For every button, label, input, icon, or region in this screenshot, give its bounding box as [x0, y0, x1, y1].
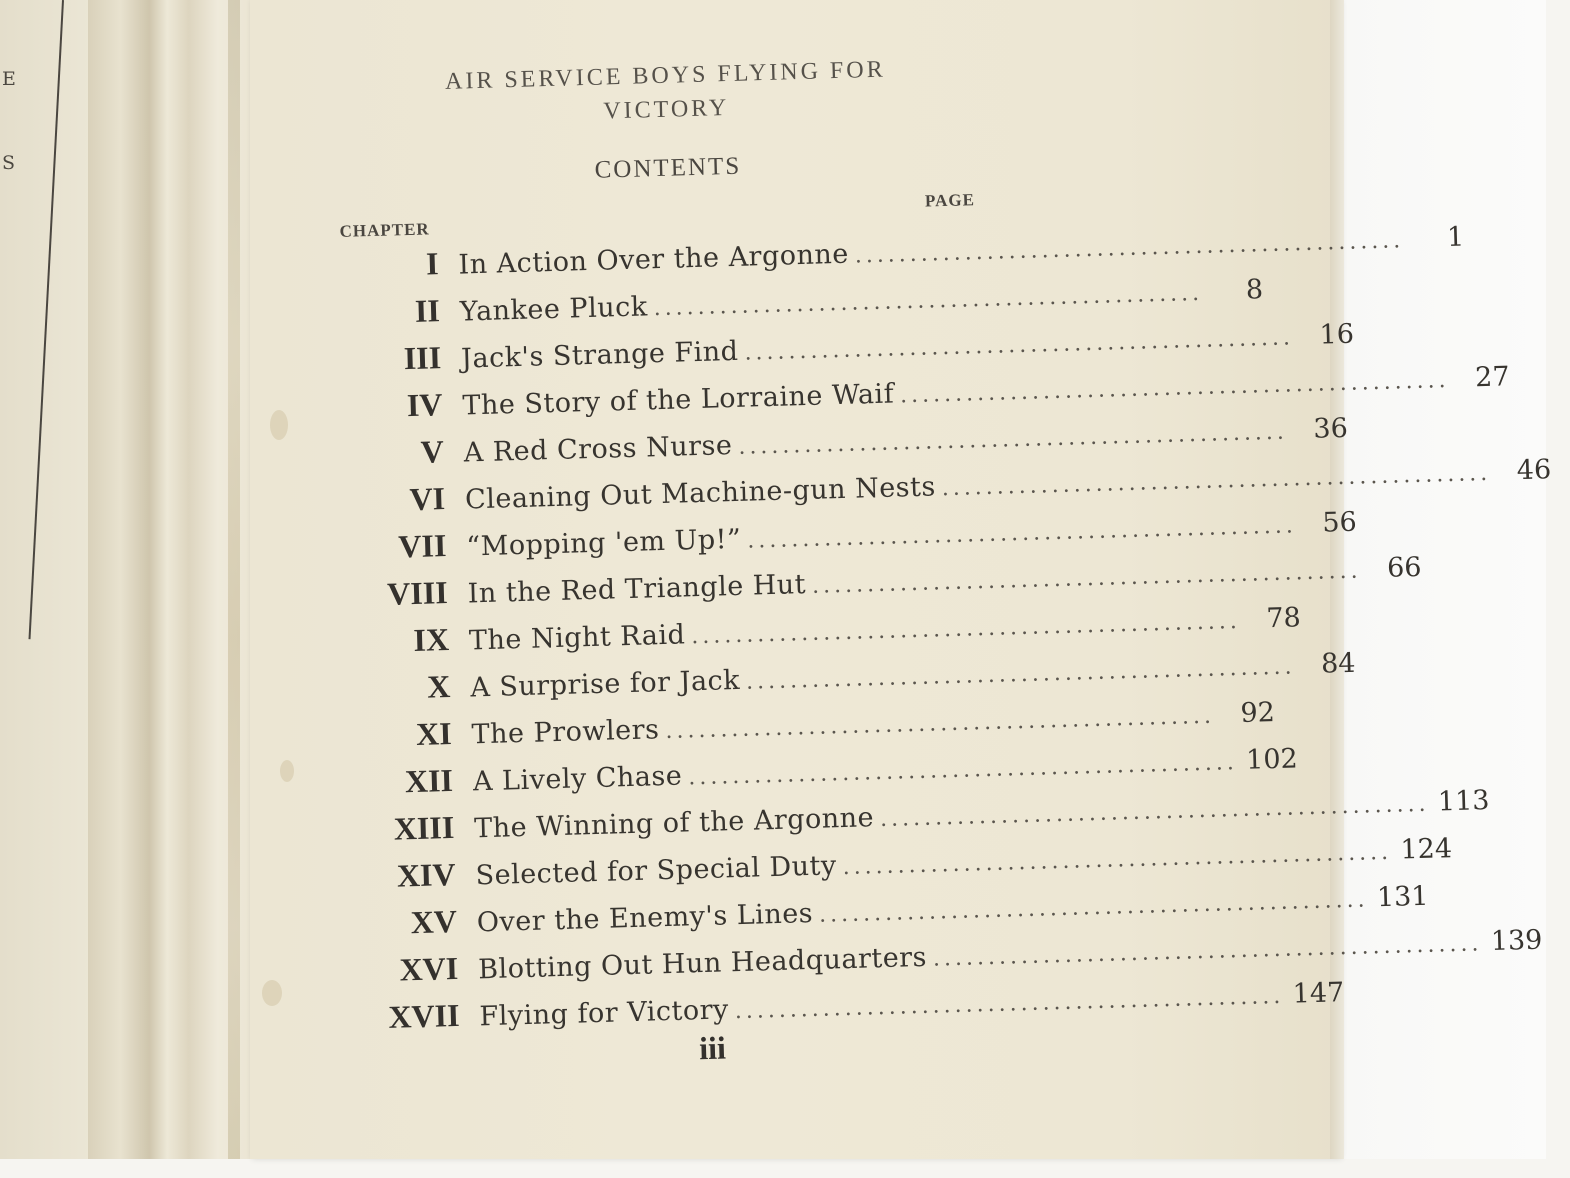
chapter-number: IX	[412, 621, 450, 659]
page-column-label: PAGE	[924, 190, 976, 211]
leader-dots: ..................................................	[899, 367, 1450, 409]
page-number: 139	[1490, 924, 1543, 958]
chapter-title: Yankee Pluck	[459, 291, 649, 328]
chapter-title: A Red Cross Nurse	[463, 430, 733, 469]
chapter-title: The Prowlers	[471, 714, 660, 751]
page-number: 131	[1376, 880, 1429, 914]
series-title-line: VICTORY	[603, 94, 730, 125]
leader-dots: ..................................................	[744, 325, 1295, 366]
chapter-number: X	[426, 668, 451, 705]
chapter-title: Blotting Out Hun Headquarters	[477, 941, 928, 986]
chapter-title: “Mopping 'em Up!”	[465, 523, 742, 563]
chapter-number: XVI	[399, 949, 459, 988]
series-title	[355, 50, 977, 135]
leader-dots: ..................................................	[932, 931, 1483, 972]
leader-dots: ..................................................	[941, 460, 1492, 502]
chapter-number: XII	[404, 761, 454, 800]
page-number: 147	[1292, 977, 1345, 1010]
chapter-number: II	[414, 292, 441, 329]
leader-dots: ..................................................	[738, 419, 1289, 460]
series-title-line: AIR SERVICE BOYS FLYING FOR	[444, 56, 886, 95]
page-number: 102	[1245, 743, 1299, 776]
chapter-number: I	[425, 245, 439, 282]
chapter-column-label: CHAPTER	[339, 219, 430, 241]
leader-dots: ..................................................	[879, 791, 1430, 833]
chapter-number: XIV	[396, 855, 457, 894]
leader-dots: ..................................................	[811, 558, 1362, 599]
chapter-title: The Winning of the Argonne	[473, 802, 875, 845]
chapter-number: VIII	[386, 574, 449, 612]
page-number: 92	[1240, 697, 1276, 729]
page-number: 46	[1516, 454, 1552, 487]
facing-page-fragment: S	[2, 152, 17, 174]
chapter-number: VII	[397, 527, 447, 565]
chapter-title: In the Red Triangle Hut	[467, 569, 807, 610]
page-number: 27	[1474, 361, 1510, 394]
leader-dots: ..................................................	[665, 703, 1216, 745]
leader-dots: ..................................................	[653, 280, 1204, 322]
contents-heading: CONTENTS	[594, 152, 742, 184]
page-number: 113	[1437, 785, 1490, 818]
chapter-number: XIII	[393, 808, 455, 847]
leader-dots: ..................................................	[687, 750, 1239, 791]
page-number: 56	[1321, 506, 1358, 539]
leader-dots: ..................................................	[746, 513, 1298, 554]
leader-dots: ..................................................	[745, 654, 1296, 695]
page-number: 1	[1446, 221, 1465, 253]
page-number: 124	[1400, 833, 1453, 866]
chapter-number: XV	[410, 902, 458, 941]
facing-page-fragment: E	[2, 68, 17, 90]
page-number: 78	[1265, 602, 1302, 635]
page-number: 36	[1312, 412, 1349, 445]
leader-dots: ..................................................	[818, 887, 1369, 928]
page-number: 66	[1386, 551, 1422, 584]
chapter-number: XVII	[387, 996, 460, 1035]
chapter-title: Selected for Special Duty	[475, 850, 838, 892]
page-number: 8	[1245, 274, 1264, 306]
chapter-number: VI	[409, 480, 446, 518]
chapter-title: Jack's Strange Find	[460, 335, 739, 375]
leader-dots: ..................................................	[734, 983, 1285, 1025]
chapter-title: Flying for Victory	[479, 994, 730, 1033]
page-number: 84	[1320, 647, 1356, 680]
chapter-title: In Action Over the Argonne	[458, 238, 850, 281]
chapter-title: A Lively Chase	[472, 760, 683, 798]
chapter-title: Cleaning Out Machine-gun Nests	[464, 471, 937, 516]
chapter-number: V	[420, 433, 445, 470]
leader-dots: ..................................................	[854, 228, 1405, 269]
chapter-number: IV	[406, 386, 443, 424]
chapter-number: III	[403, 339, 442, 377]
chapter-title: The Night Raid	[468, 619, 686, 657]
page-folio: iii	[698, 1029, 727, 1067]
table-of-contents	[320, 221, 1552, 1047]
chapter-title: Over the Enemy's Lines	[476, 897, 814, 939]
chapter-title: The Story of the Lorraine Waif	[462, 378, 895, 422]
leader-dots: ..................................................	[690, 608, 1242, 650]
chapter-number: XI	[415, 714, 453, 752]
chapter-title: A Surprise for Jack	[469, 664, 741, 704]
page-number: 16	[1319, 318, 1355, 351]
leader-dots: ..................................................	[842, 839, 1393, 881]
